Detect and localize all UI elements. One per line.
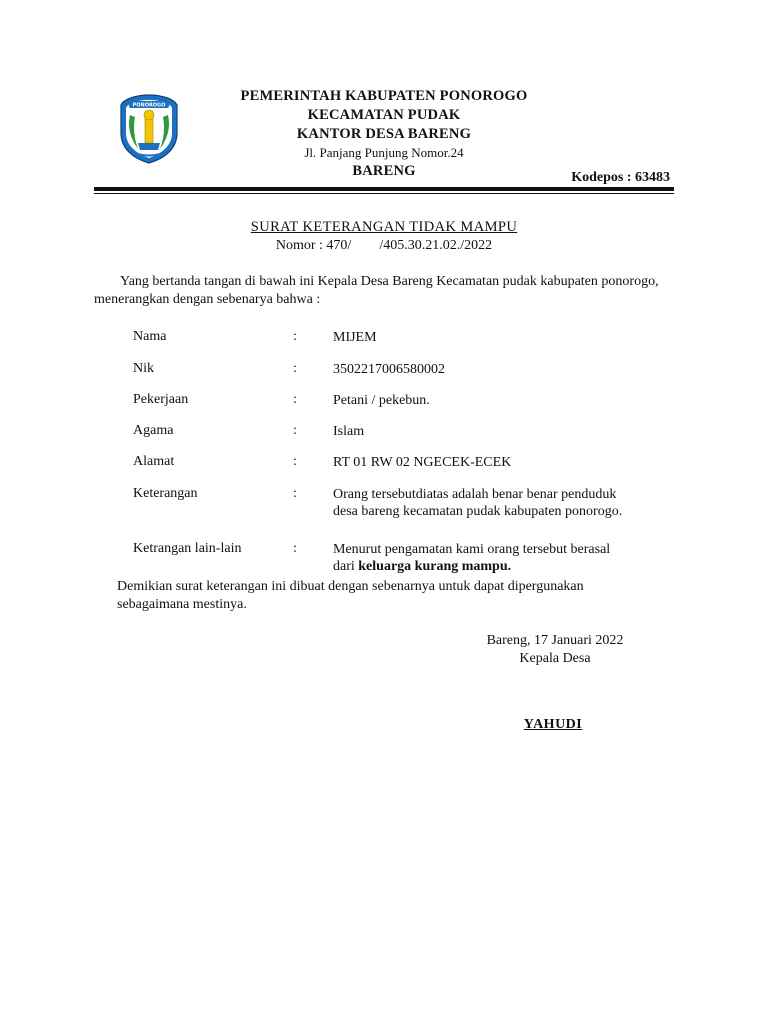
signature-position: Kepala Desa — [519, 651, 591, 666]
field-colon: : — [293, 486, 297, 501]
field-value-agama: Islam — [333, 424, 365, 439]
field-label-pekerjaan: Pekerjaan — [133, 392, 189, 407]
field-value-prefix: dari — [333, 559, 359, 574]
logo-lettering: PONOROGO — [132, 102, 166, 109]
field-colon: : — [293, 392, 297, 407]
letter-number: Nomor : 470/ /405.30.21.02./2022 — [275, 238, 493, 253]
field-value-emphasis: keluarga kurang mampu. — [358, 559, 512, 574]
letter-title: SURAT KETERANGAN TIDAK MAMPU — [250, 219, 518, 235]
letterhead-village: BARENG — [352, 163, 416, 179]
field-value-keterangan-lain-line1: Menurut pengamatan kami orang tersebut berasal — [333, 542, 611, 557]
field-value-keterangan-lain-line2 — [333, 558, 653, 575]
field-colon: : — [293, 361, 297, 376]
field-label-agama: Agama — [133, 423, 174, 438]
postal-code: Kodepos : 63483 — [571, 170, 670, 185]
field-colon: : — [293, 423, 297, 438]
letterhead-address: Jl. Panjang Punjung Nomor.24 — [304, 145, 464, 160]
field-value-pekerjaan: Petani / pekebun. — [333, 393, 430, 408]
letterhead-district: KECAMATAN PUDAK — [307, 107, 461, 123]
header-divider-thin — [94, 193, 674, 194]
regency-logo — [118, 93, 180, 165]
letterhead-office: KANTOR DESA BARENG — [296, 126, 472, 142]
field-colon: : — [293, 541, 297, 556]
field-value-nik: 3502217006580002 — [333, 362, 445, 377]
field-colon: : — [293, 329, 297, 344]
field-value-keterangan-lain — [333, 541, 653, 575]
field-value-alamat: RT 01 RW 02 NGECEK-ECEK — [333, 455, 512, 470]
field-value-keterangan: Orang tersebutdiatas adalah benar benar penduduk desa bareng kecamatan pudak kabupaten ponorogo. — [333, 487, 623, 519]
field-value-nama: MIJEM — [333, 330, 377, 345]
letterhead — [190, 87, 578, 181]
field-label-nik: Nik — [133, 361, 154, 376]
field-label-keterangan: Keterangan — [133, 486, 198, 501]
letterhead-government: PEMERINTAH KABUPATEN PONOROGO — [240, 88, 528, 104]
closing-paragraph: Demikian surat keterangan ini dibuat dengan sebenarnya untuk dapat dipergunakan sebagaimana mestinya. — [117, 579, 584, 612]
field-label-nama: Nama — [133, 329, 167, 344]
intro-paragraph: Yang bertanda tangan di bawah ini Kepala Desa Bareng Kecamatan pudak kabupaten ponorogo, menerangkan dengan sebenarya bahwa : — [94, 274, 659, 307]
field-label-alamat: Alamat — [133, 454, 175, 469]
field-colon: : — [293, 454, 297, 469]
header-divider-thick — [94, 187, 674, 191]
field-label-keterangan-lain: Ketrangan lain-lain — [133, 541, 242, 556]
signatory-name: YAHUDI — [523, 717, 583, 732]
signature-place-date: Bareng, 17 Januari 2022 — [486, 633, 624, 648]
